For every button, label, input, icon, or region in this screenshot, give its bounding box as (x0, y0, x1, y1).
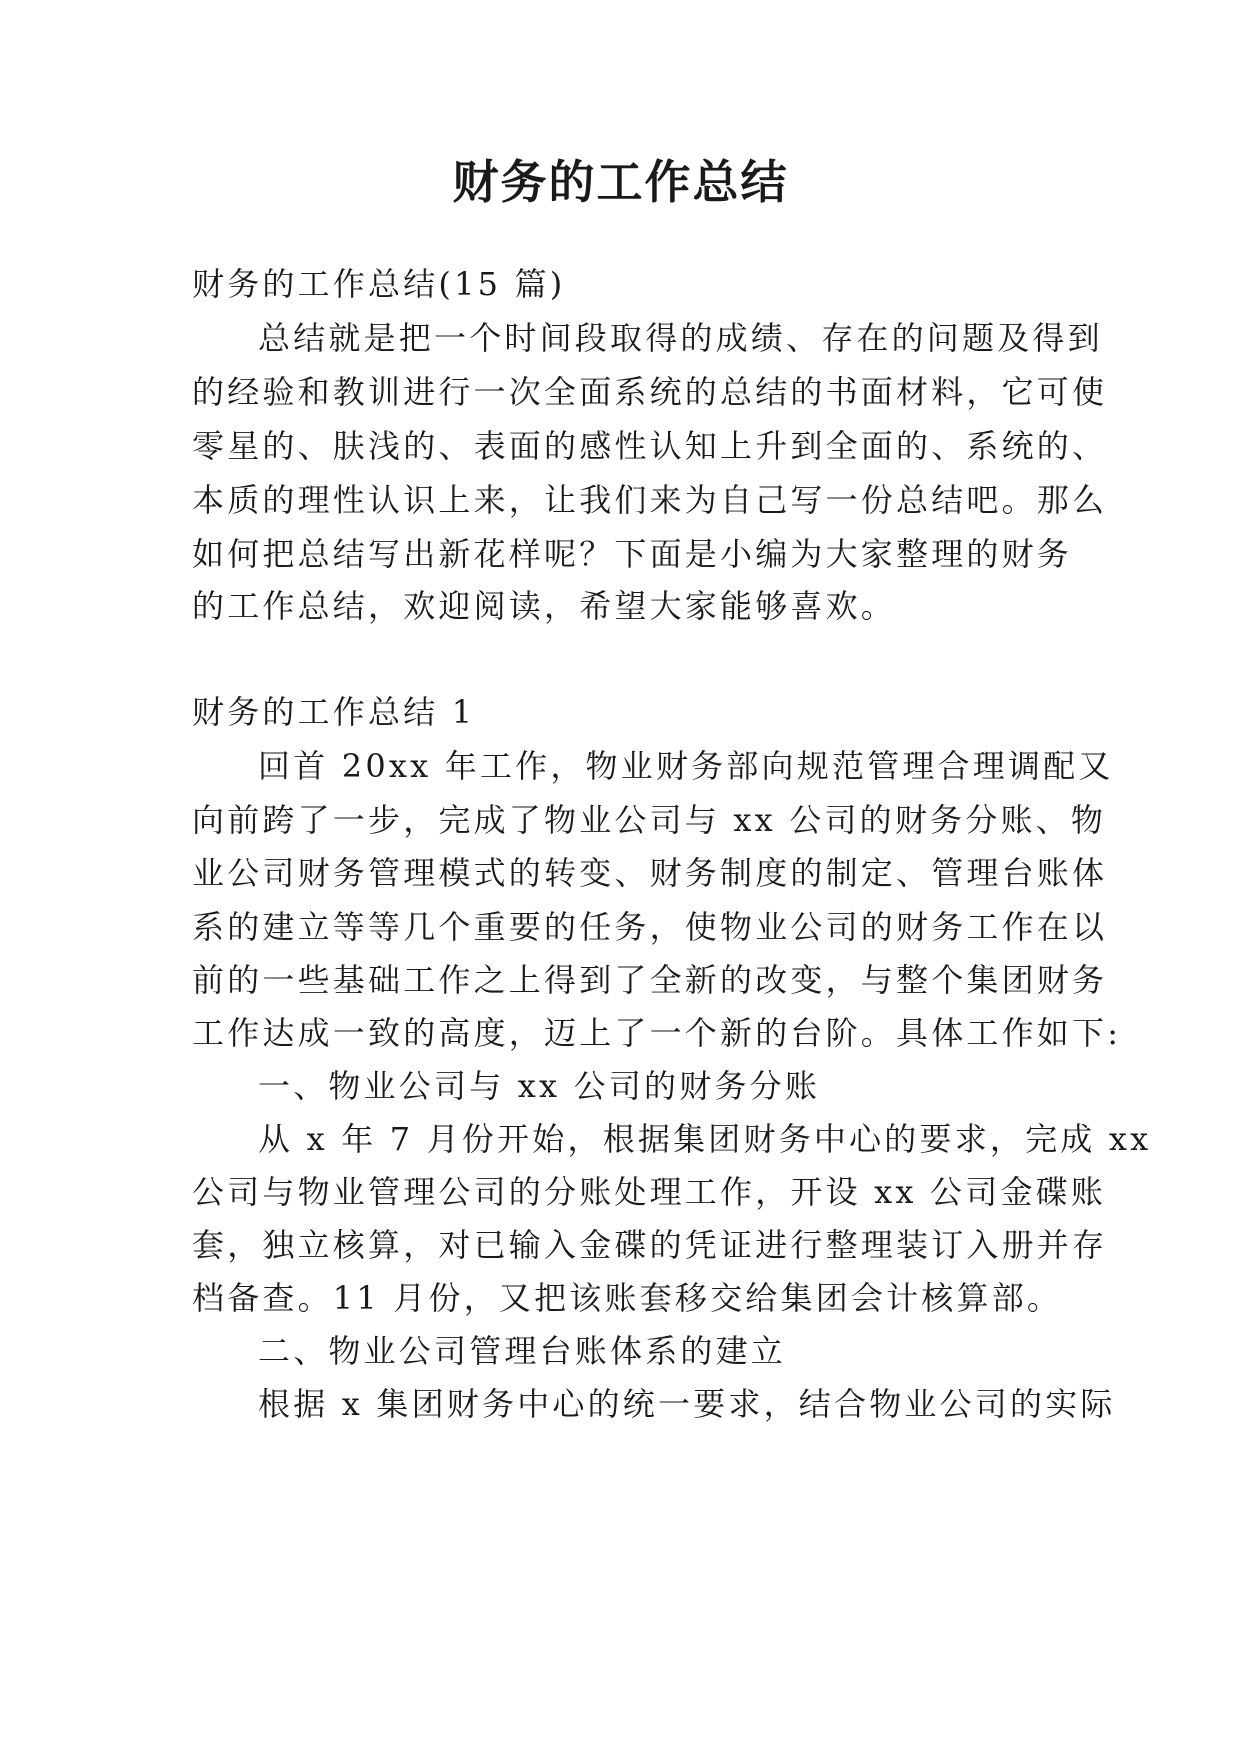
subsection-heading: 二、物业公司管理台账体系的建立 (258, 1332, 787, 1370)
paragraph-line: 如何把总结写出新花样呢？下面是小编为大家整理的财务 (192, 535, 1073, 573)
paragraph-line: 向前跨了一步，完成了物业公司与 xx 公司的财务分账、物 (192, 801, 1107, 839)
paragraph-line: 根据 x 集团财务中心的统一要求，结合物业公司的实际 (258, 1385, 1116, 1423)
paragraph-line: 本质的理性认识上来，让我们来为自己写一份总结吧。那么 (192, 481, 1108, 519)
subsection-heading: 一、物业公司与 xx 公司的财务分账 (258, 1067, 821, 1105)
paragraph-line: 业公司财务管理模式的转变、财务制度的制定、管理台账体 (192, 854, 1108, 892)
paragraph-line: 工作达成一致的高度，迈上了一个新的台阶。具体工作如下: (192, 1014, 1122, 1052)
paragraph-line: 的工作总结，欢迎阅读，希望大家能够喜欢。 (192, 587, 897, 625)
paragraph-line: 回首 20xx 年工作，物业财务部向规范管理合理调配又 (258, 747, 1114, 785)
paragraph-line: 从 x 年 7 月份开始，根据集团财务中心的要求，完成 xx (258, 1120, 1152, 1158)
paragraph-line: 的经验和教训进行一次全面系统的总结的书面材料，它可使 (192, 373, 1108, 411)
paragraph-line: 系的建立等等几个重要的任务，使物业公司的财务工作在以 (192, 908, 1108, 946)
paragraph-line: 前的一些基础工作之上得到了全新的改变，与整个集团财务 (192, 961, 1108, 999)
section-heading: 财务的工作总结 1 (192, 693, 476, 731)
paragraph-line: 档备查。11 月份，又把该账套移交给集团会计核算部。 (192, 1279, 1063, 1317)
paragraph-line: 公司与物业管理公司的分账处理工作，开设 xx 公司金碟账 (192, 1173, 1107, 1211)
paragraph-line: 总结就是把一个时间段取得的成绩、存在的问题及得到 (258, 319, 1103, 357)
paragraph-line: 套，独立核算，对已输入金碟的凭证进行整理装订入册并存 (192, 1226, 1108, 1264)
subtitle-line: 财务的工作总结(15 篇) (192, 265, 566, 303)
document-title: 财务的工作总结 (452, 155, 789, 209)
paragraph-line: 零星的、肤浅的、表面的感性认知上升到全面的、系统的、 (192, 427, 1108, 465)
